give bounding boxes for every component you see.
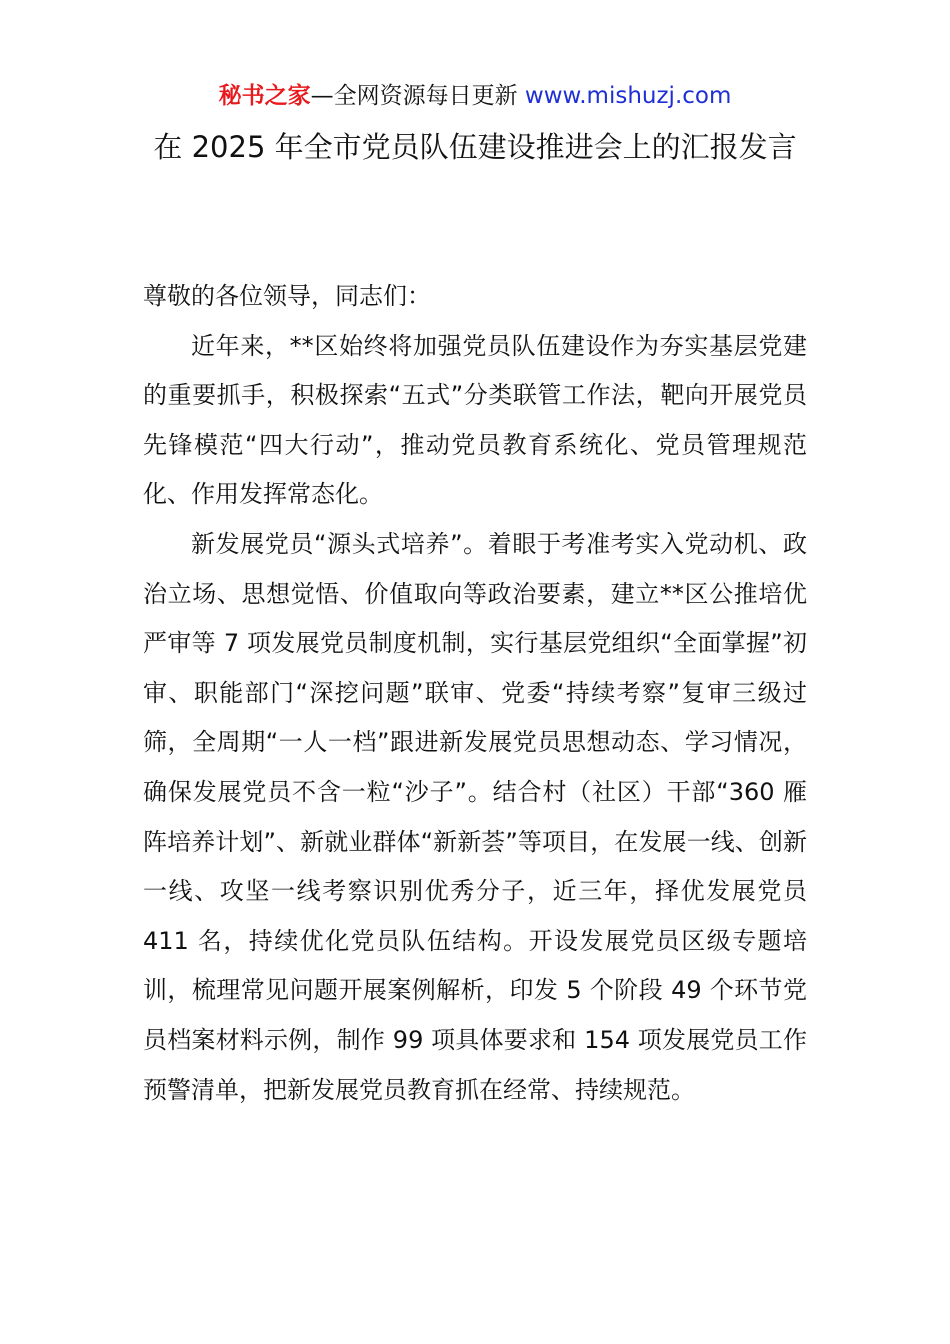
paragraph: 新发展党员“源头式培养”。着眼于考准考实入党动机、政治立场、思想觉悟、价值取向等政治要素，建立**区公推培优严审等 7 项发展党员制度机制，实行基层党组织“全面掌握”初审、职能部门“深挖问题”联审、党委“持续考察”复审三级过筛，全周期“一人一档”跟进新发展党员思想动态、学习情况，确保发展党员不含一粒“沙子”。结合村（社区）干部“360 雁阵培养计划”、新就业群体“新新荟”等项目，在发展一线、创新一线、攻坚一线考察识别优秀分子，近三年，择优发展党员 411 名，持续优化党员队伍结构。开设发展党员区级专题培训，梳理常见问题开展案例解析，印发 5 个阶段 49 个环节党员档案材料示例，制作 99 项具体要求和 154 项发展党员工作预警清单，把新发展党员教育抓在经常、持续规范。	[143, 529, 807, 1104]
site-banner	[0, 80, 950, 112]
site-url-link[interactable]: www.mishuzj.com	[524, 83, 732, 109]
document-title: 在 2025 年全市党员队伍建设推进会上的汇报发言	[153, 130, 797, 164]
paragraph: 近年来，**区始终将加强党员队伍建设作为夯实基层党建的重要抓手，积极探索“五式”分类联管工作法，靶向开展党员先锋模范“四大行动”，推动党员教育系统化、党员管理规范化、作用发挥常态化。	[143, 331, 807, 509]
site-tagline: —全网资源每日更新	[310, 83, 525, 109]
document-body	[143, 272, 807, 1115]
site-name: 秘书之家	[218, 83, 311, 109]
salutation: 尊敬的各位领导，同志们：	[143, 282, 431, 310]
